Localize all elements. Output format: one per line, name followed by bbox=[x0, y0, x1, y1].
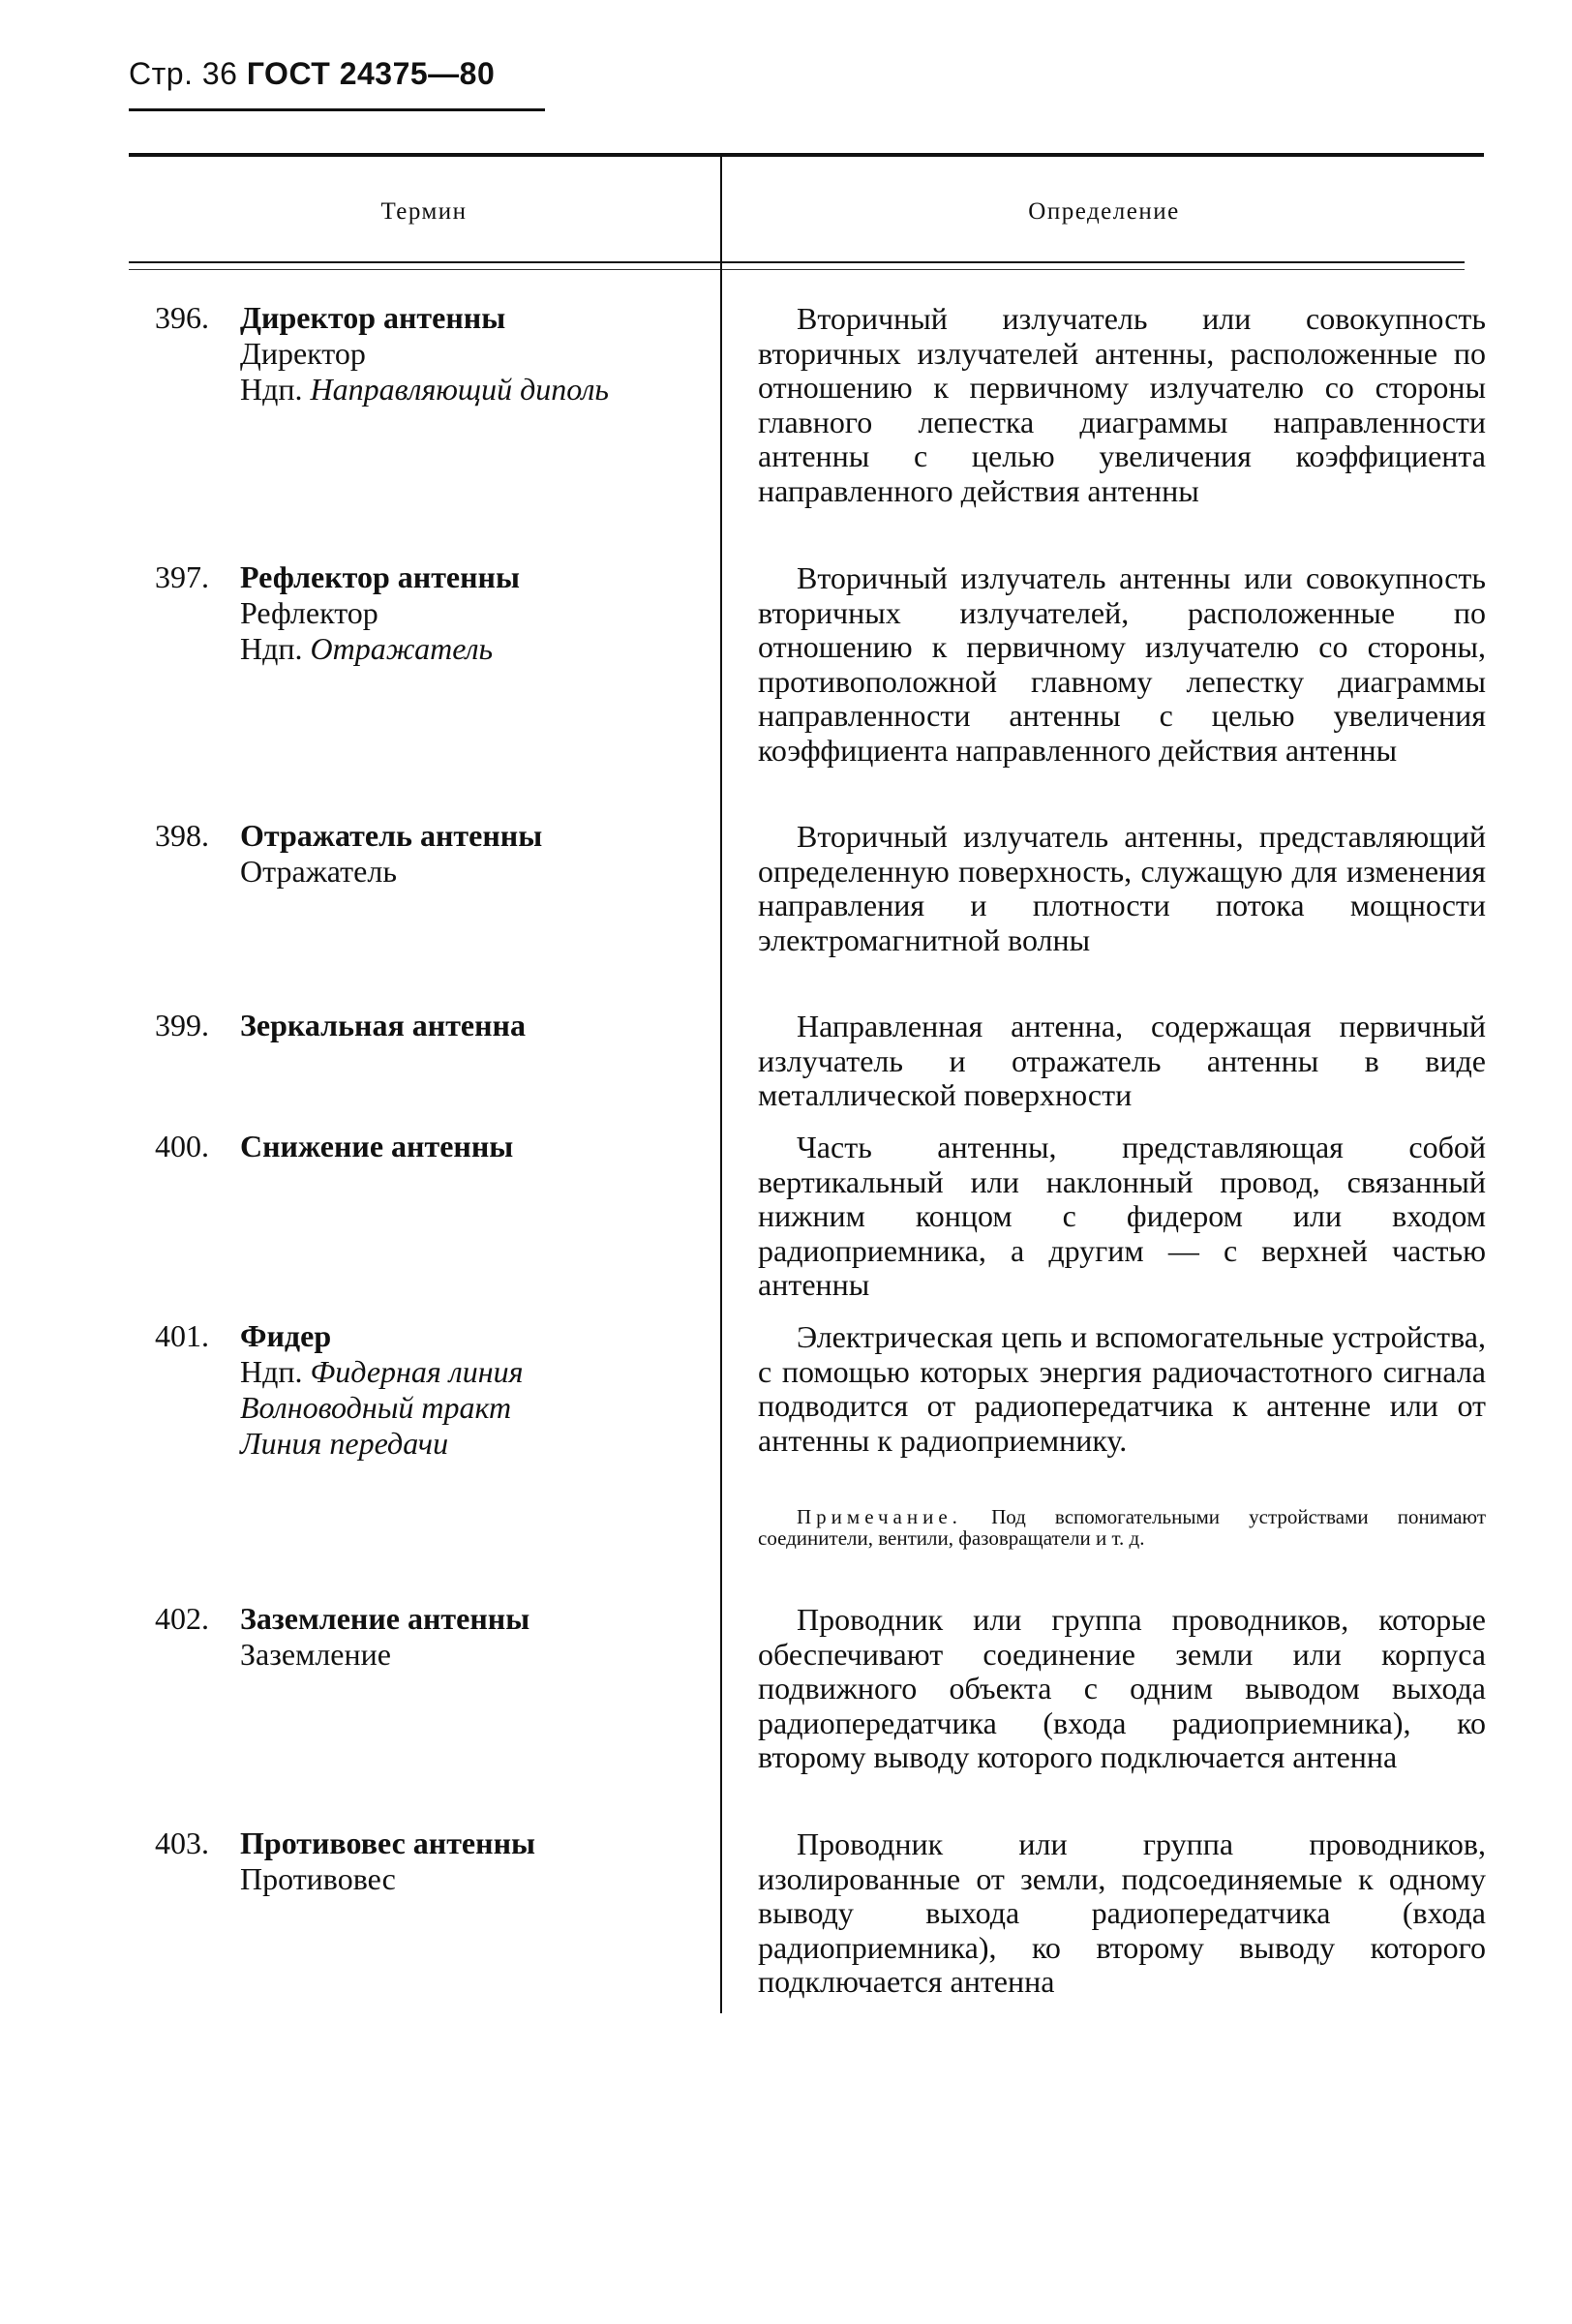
definition-398: Вторичный излучатель антенны, представляющий определенную поверхность, служащую для изменения направления и плотности потока мощности электромагнитной волны bbox=[758, 819, 1486, 957]
term-title: Фидер bbox=[240, 1318, 332, 1353]
term-number: 400. bbox=[155, 1129, 209, 1163]
term-number: 402. bbox=[155, 1601, 209, 1636]
ndp-label: Ндп. bbox=[240, 1354, 303, 1389]
term-synonym: Противовес bbox=[240, 1861, 396, 1896]
term-number: 403. bbox=[155, 1826, 209, 1860]
term-title: Противовес антенны bbox=[240, 1826, 535, 1860]
term-entry-397 bbox=[155, 559, 697, 667]
definition-402: Проводник или группа проводников, которые обеспечивают соединение земли или корпуса подвижного объекта с одним выводом выхода радиопередатчика (входа радиоприемника), ко второму выводу которого подключается антенна bbox=[758, 1602, 1486, 1774]
page-header bbox=[129, 56, 495, 92]
term-synonym: Отражатель bbox=[240, 854, 397, 889]
header-rule bbox=[129, 261, 1465, 263]
definition-396: Вторичный излучатель или совокупность вторичных излучателей антенны, расположенные по отношению к первичному излучателю со стороны главного лепестка диаграммы направленности антенны с целью увеличения коэффициента направленного действия антенны bbox=[758, 301, 1486, 508]
note-401 bbox=[758, 1506, 1486, 1549]
term-entry-400 bbox=[155, 1129, 697, 1164]
header-underline bbox=[129, 108, 545, 111]
term-number: 397. bbox=[155, 559, 209, 594]
gost-number: ГОСТ 24375—80 bbox=[246, 56, 496, 91]
ndp-term-2: Волноводный тракт bbox=[240, 1390, 512, 1425]
term-ndp bbox=[155, 372, 697, 407]
column-header-definition: Определение bbox=[1028, 198, 1180, 225]
definition-403: Проводник или группа проводников, изолированные от земли, подсоединяемые к одному выводу выхода радиопередатчика (входа радиоприемника), ко второму выводу которого подключается антенна bbox=[758, 1826, 1486, 1999]
table-top-rule bbox=[129, 153, 1484, 157]
term-ndp bbox=[155, 1354, 697, 1390]
ndp-label: Ндп. bbox=[240, 372, 303, 407]
term-title: Рефлектор антенны bbox=[240, 559, 520, 594]
page-label: Стр. 36 bbox=[129, 56, 238, 91]
column-header-term: Термин bbox=[380, 198, 468, 225]
definition-397: Вторичный излучатель антенны или совокупность вторичных излучателей, расположенные по отношению к первичному излучателю со стороны, противоположной главному лепестку диаграммы направленности антенны с целью увеличения коэффициента направленного действия антенны bbox=[758, 560, 1486, 768]
term-entry-401 bbox=[155, 1318, 697, 1462]
ndp-term: Направляющий диполь bbox=[310, 372, 609, 407]
term-title: Отражатель антенны bbox=[240, 818, 543, 853]
term-number: 399. bbox=[155, 1008, 209, 1042]
term-number: 401. bbox=[155, 1318, 209, 1353]
definition-399: Направленная антенна, содержащая первичный излучатель и отражатель антенны в виде металлической поверхности bbox=[758, 1009, 1486, 1112]
column-divider bbox=[720, 155, 722, 2013]
term-number: 396. bbox=[155, 300, 209, 335]
term-entry-398 bbox=[155, 818, 697, 890]
header-rule-thin bbox=[129, 269, 1465, 270]
term-number: 398. bbox=[155, 818, 209, 853]
term-entry-402 bbox=[155, 1601, 697, 1673]
term-title: Снижение антенны bbox=[240, 1129, 514, 1163]
term-entry-403 bbox=[155, 1826, 697, 1897]
term-title: Зеркальная антенна bbox=[240, 1008, 526, 1042]
ndp-label: Ндп. bbox=[240, 631, 303, 666]
definition-401: Электрическая цепь и вспомогательные устройства, с помощью которых энергия радиочастотного сигнала подводится от радиопередатчика к антенне или от антенны к радиоприемнику. bbox=[758, 1319, 1486, 1458]
ndp-term: Отражатель bbox=[310, 631, 494, 666]
note-text: Под вспомогательными устройствами понимают соединители, вентили, фазовращатели и т. д. bbox=[758, 1505, 1487, 1550]
term-entry-396 bbox=[155, 300, 697, 407]
term-title: Заземление антенны bbox=[240, 1601, 530, 1636]
note-label: Примечание. bbox=[797, 1505, 962, 1528]
definition-400: Часть антенны, представляющая собой вертикальный или наклонный провод, связанный нижним концом с фидером или входом радиоприемника, а другим — с верхней частью антенны bbox=[758, 1130, 1486, 1302]
term-synonym: Директор bbox=[240, 336, 366, 371]
term-title: Директор антенны bbox=[240, 300, 506, 335]
term-entry-399 bbox=[155, 1008, 697, 1043]
term-synonym: Заземление bbox=[240, 1637, 391, 1672]
term-synonym: Рефлектор bbox=[240, 595, 378, 630]
ndp-term-3: Линия передачи bbox=[240, 1426, 449, 1461]
term-ndp bbox=[155, 631, 697, 667]
ndp-term: Фидерная линия bbox=[310, 1354, 524, 1389]
